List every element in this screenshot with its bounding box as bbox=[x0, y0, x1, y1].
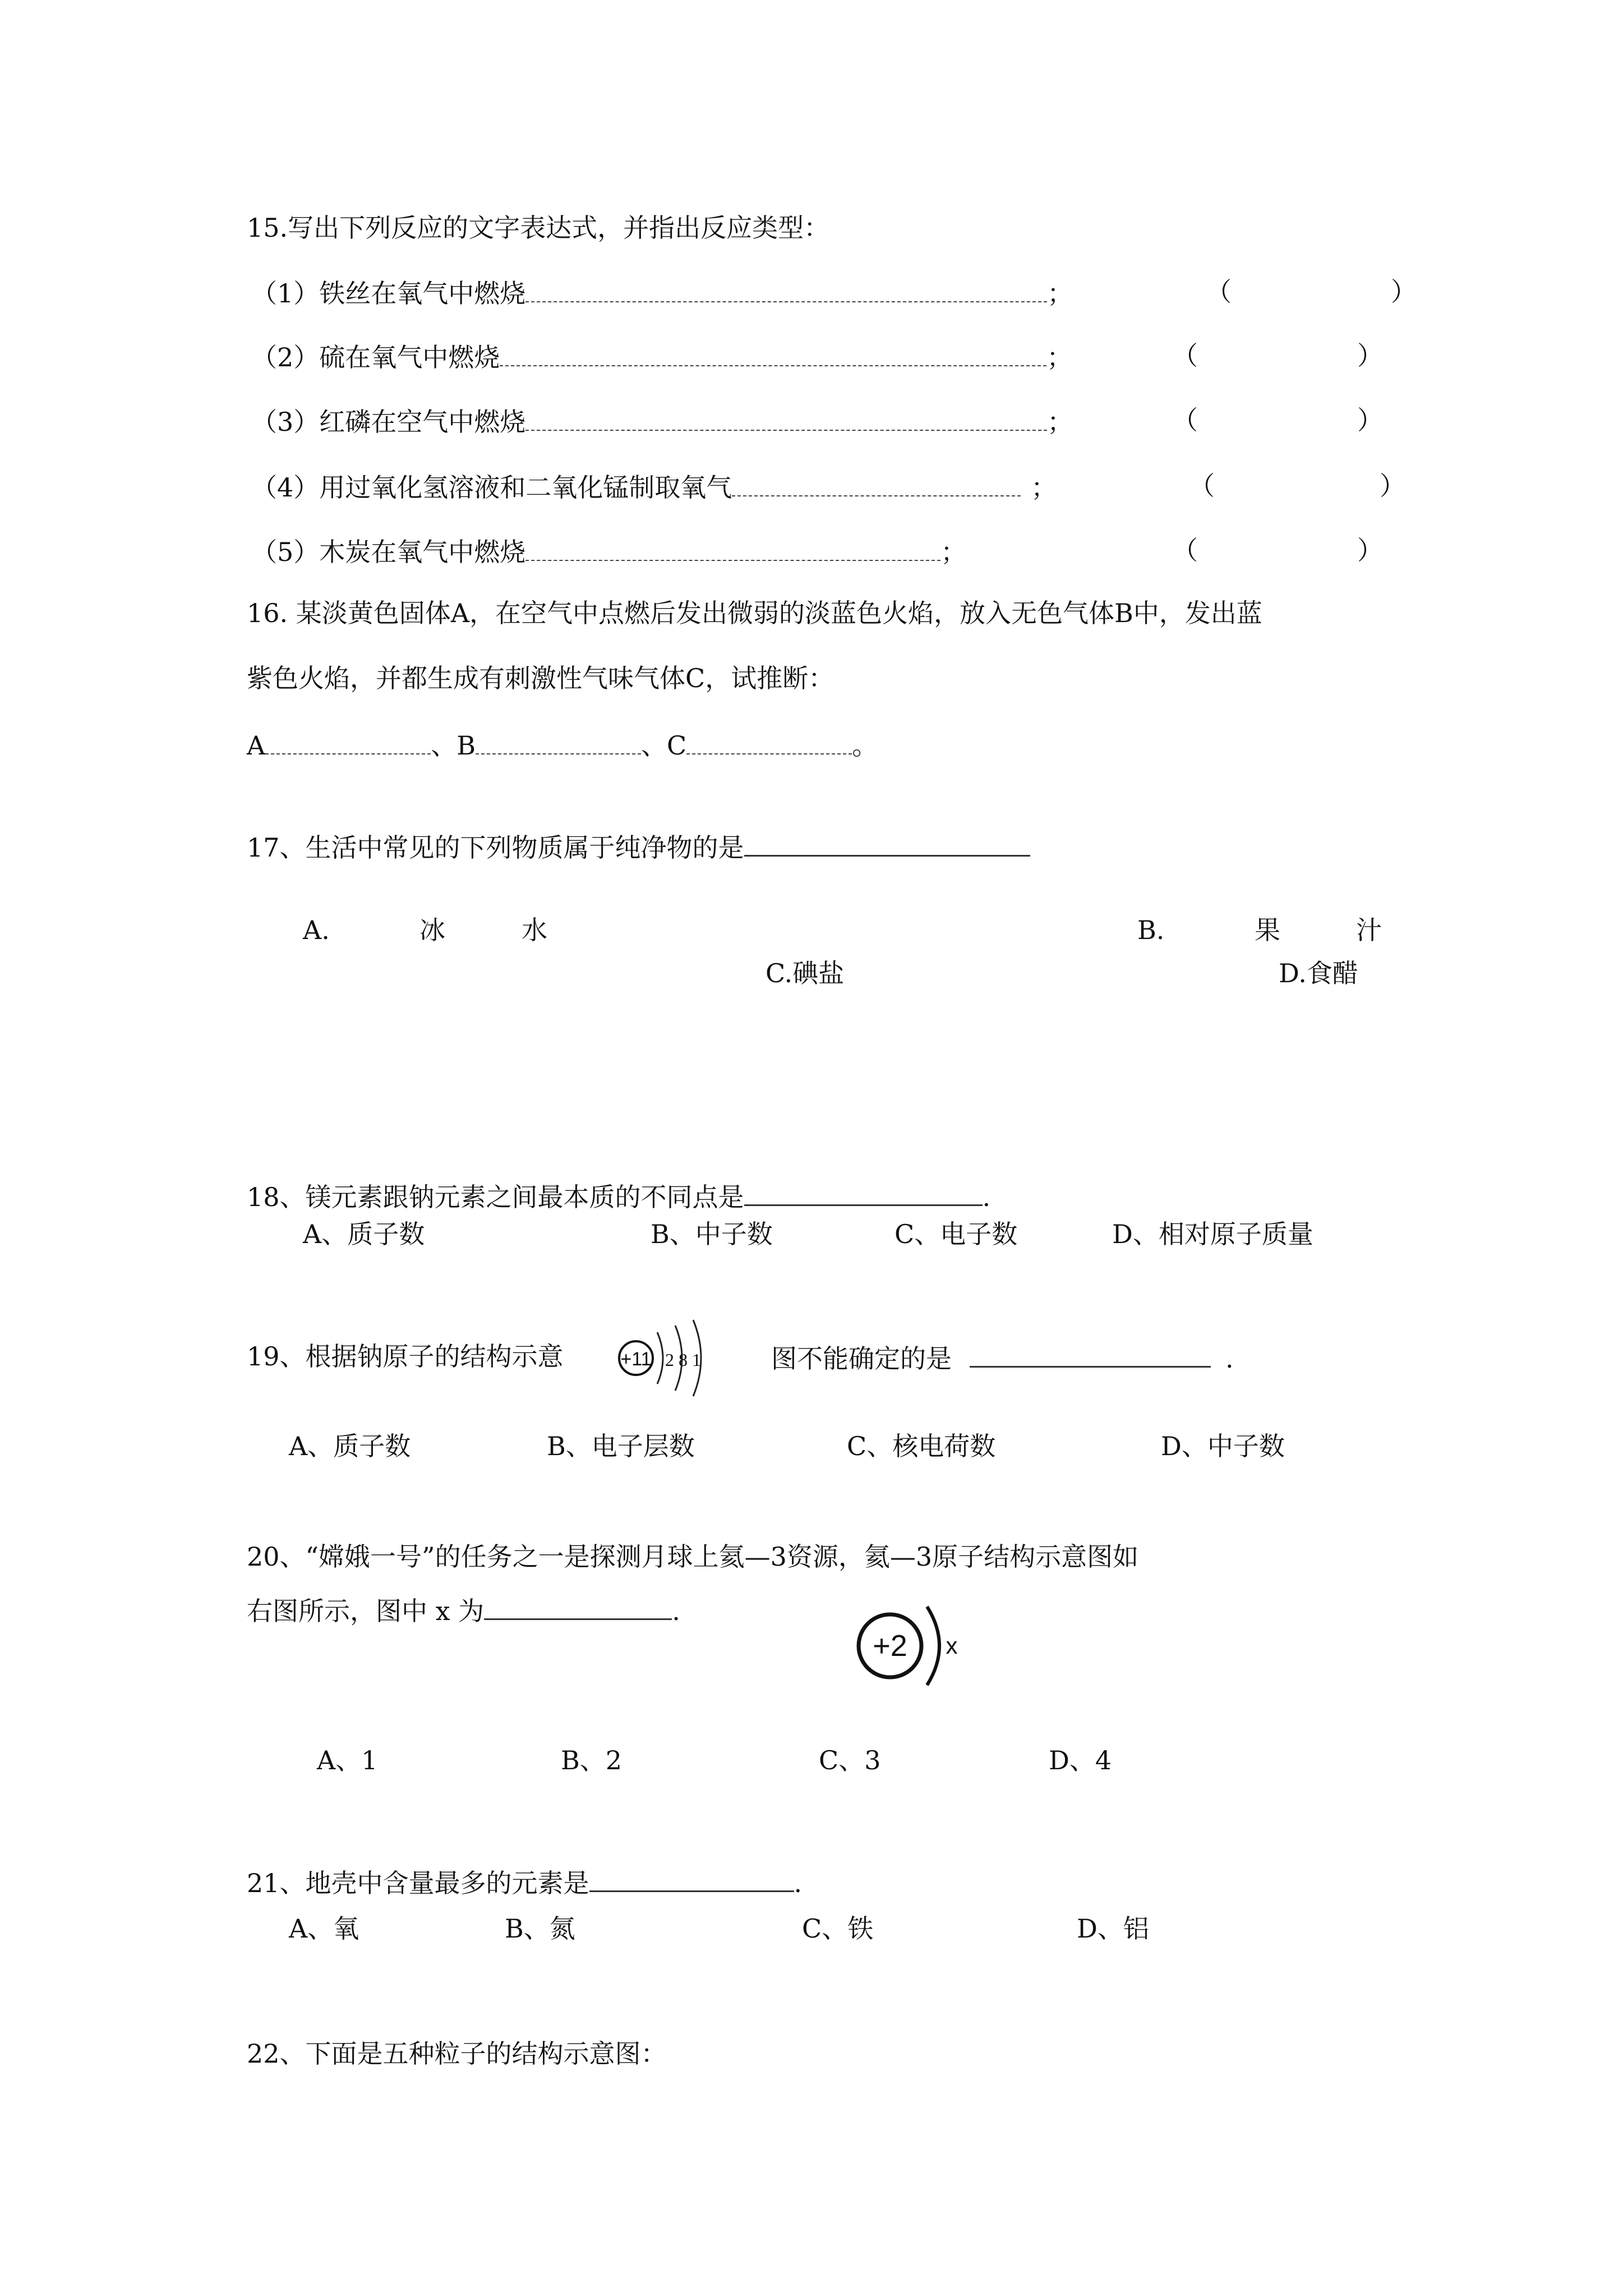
q15-item-3-type-close: ） bbox=[1357, 405, 1383, 435]
q18-answer-blank[interactable] bbox=[744, 1182, 983, 1206]
q15-item-5-type-open: （ bbox=[1172, 535, 1198, 565]
q19-option-a: A、质子数 bbox=[289, 1431, 411, 1461]
q16-blank-a[interactable] bbox=[265, 731, 431, 754]
q20-end: . bbox=[672, 1596, 680, 1626]
helium-shell-arc bbox=[927, 1607, 939, 1685]
q18-title-text: 18、镁元素跟钠元素之间最本质的不同点是 bbox=[247, 1182, 744, 1212]
q21-option-a: A、氧 bbox=[289, 1913, 359, 1944]
q17-option-d: D.食醋 bbox=[1279, 958, 1358, 988]
q19-title-b bbox=[771, 1343, 1234, 1372]
q17-option-a-letter: A. bbox=[303, 915, 330, 945]
q19-option-d: D、中子数 bbox=[1161, 1431, 1285, 1461]
q16-blank-c[interactable] bbox=[686, 731, 852, 754]
q17-option-b-char-1: 果 bbox=[1255, 915, 1280, 945]
q15-item-3 bbox=[251, 407, 1073, 435]
q15-item-3-end: ； bbox=[1047, 407, 1073, 437]
q15-item-4-type-blank[interactable] bbox=[1223, 469, 1374, 497]
q15-item-1-end: ； bbox=[1047, 278, 1073, 309]
q17-answer-blank[interactable] bbox=[744, 832, 1030, 857]
q15-item-3-answer-blank[interactable] bbox=[525, 407, 1047, 431]
q21-answer-blank[interactable] bbox=[589, 1868, 794, 1892]
q21-title bbox=[247, 1868, 802, 1896]
q21-title-text: 21、地壳中含量最多的元素是 bbox=[247, 1868, 589, 1898]
q20-option-c: C、3 bbox=[819, 1745, 881, 1775]
q15-item-1 bbox=[251, 278, 1073, 309]
q15-title: 15.写出下列反应的文字表达式，并指出反应类型： bbox=[247, 213, 830, 243]
q16-label-a: A bbox=[247, 730, 266, 761]
sodium-shell-electron-counts: 2 8 1 bbox=[665, 1350, 701, 1370]
q19-option-c: C、核电荷数 bbox=[847, 1431, 996, 1461]
q19-title-a: 19、根据钠原子的结构示意 bbox=[247, 1341, 564, 1372]
q18-option-b: B、中子数 bbox=[651, 1219, 773, 1249]
q21-option-c: C、铁 bbox=[802, 1913, 874, 1944]
q15-item-4-label: （4）用过氧化氢溶液和二氧化锰制取氧气 bbox=[251, 472, 732, 503]
q15-item-4 bbox=[251, 472, 1057, 503]
q15-item-3-type-blank[interactable] bbox=[1206, 403, 1352, 431]
q16-label-b: 、B bbox=[431, 730, 476, 761]
q17-option-b-char-2: 汁 bbox=[1356, 915, 1382, 945]
q15-item-2-type-open: （ bbox=[1172, 341, 1198, 371]
q15-item-2 bbox=[251, 343, 1072, 370]
q16-end: 。 bbox=[852, 730, 878, 761]
q21-option-d: D、铝 bbox=[1077, 1913, 1149, 1944]
q19-end: . bbox=[1225, 1343, 1234, 1374]
q17-option-c: C.碘盐 bbox=[766, 958, 845, 988]
q16-label-c: 、C bbox=[641, 730, 687, 761]
q15-item-4-type-open: （ bbox=[1189, 471, 1215, 501]
q19-option-b: B、电子层数 bbox=[547, 1431, 695, 1461]
sodium-nucleus-label: +11 bbox=[620, 1349, 652, 1370]
q15-item-1-label: （1）铁丝在氧气中燃烧 bbox=[251, 278, 526, 309]
q15-item-1-type-close: ） bbox=[1391, 277, 1417, 307]
q19-answer-blank[interactable] bbox=[970, 1343, 1211, 1368]
q19-title-b-text: 图不能确定的是 bbox=[771, 1343, 952, 1374]
q15-item-2-type-close: ） bbox=[1357, 341, 1383, 371]
q20-option-b: B、2 bbox=[561, 1745, 623, 1775]
sodium-atom-structure-diagram bbox=[617, 1315, 721, 1400]
q17-title-text: 17、生活中常见的下列物质属于纯净物的是 bbox=[247, 832, 744, 863]
q20-answer-blank[interactable] bbox=[484, 1596, 672, 1620]
q15-item-4-end: ； bbox=[1031, 472, 1057, 503]
helium3-atom-structure-diagram bbox=[855, 1600, 976, 1692]
q15-item-1-type-blank[interactable] bbox=[1239, 275, 1385, 303]
q15-item-4-answer-blank[interactable] bbox=[732, 473, 1021, 496]
q22-title bbox=[247, 2041, 667, 2067]
q15-item-5-type-blank[interactable] bbox=[1206, 533, 1352, 562]
q20-option-d: D、4 bbox=[1049, 1745, 1112, 1775]
q17-option-b-letter: B. bbox=[1137, 915, 1165, 945]
q20-line-1: 20、“嫦娥一号”的任务之一是探测月球上氦—3资源，氦—3原子结构示意图如 bbox=[247, 1542, 1139, 1572]
q21-option-b: B、氮 bbox=[505, 1913, 575, 1944]
q20-line-2-text: 右图所示，图中 x 为 bbox=[247, 1596, 485, 1626]
q15-item-1-answer-blank[interactable] bbox=[525, 279, 1047, 302]
q18-title bbox=[247, 1182, 990, 1210]
q15-item-2-type-blank[interactable] bbox=[1206, 339, 1352, 367]
q15-item-5-answer-blank[interactable] bbox=[525, 537, 940, 561]
q15-item-3-label: （3）红磷在空气中燃烧 bbox=[251, 407, 526, 437]
q15-item-5-end: ； bbox=[940, 537, 967, 567]
q15-item-4-type-close: ） bbox=[1380, 471, 1405, 501]
q22-title-text: 22、下面是五种粒子的结构示意图： bbox=[247, 2039, 667, 2069]
q17-title bbox=[247, 832, 1030, 861]
q21-end: . bbox=[794, 1868, 803, 1898]
sodium-shell-1-arc bbox=[657, 1332, 663, 1384]
q16-line-2: 紫色火焰，并都生成有刺激性气味气体C，试推断： bbox=[247, 663, 834, 693]
q18-option-c: C、电子数 bbox=[895, 1219, 1018, 1249]
q18-end: . bbox=[982, 1182, 991, 1212]
q15-item-5 bbox=[251, 537, 966, 565]
q18-option-a: A、质子数 bbox=[303, 1219, 425, 1249]
q16-answers bbox=[247, 730, 878, 761]
q15-item-2-label: （2）硫在氧气中燃烧 bbox=[251, 342, 500, 372]
helium-shell-electron-count: x bbox=[946, 1632, 958, 1659]
q15-item-5-type-close: ） bbox=[1357, 535, 1383, 565]
q18-option-d: D、相对原子质量 bbox=[1112, 1219, 1313, 1249]
q20-option-a: A、1 bbox=[317, 1745, 378, 1775]
q16-line-1: 16. 某淡黄色固体A，在空气中点燃后发出微弱的淡蓝色火焰，放入无色气体B中，发出蓝 bbox=[247, 598, 1262, 628]
q15-item-3-type-open: （ bbox=[1172, 405, 1198, 435]
q15-item-1-type-open: （ bbox=[1206, 277, 1232, 307]
helium-nucleus-label: +2 bbox=[873, 1629, 907, 1663]
q16-blank-b[interactable] bbox=[476, 731, 641, 754]
q15-item-5-label: （5）木炭在氧气中燃烧 bbox=[251, 537, 526, 567]
q15-item-2-answer-blank[interactable] bbox=[500, 343, 1046, 366]
q17-option-a-char-2: 水 bbox=[522, 915, 547, 945]
q15-item-2-end: ； bbox=[1046, 342, 1073, 372]
q20-line-2 bbox=[247, 1596, 680, 1624]
q17-option-a-char-1: 冰 bbox=[419, 915, 445, 945]
